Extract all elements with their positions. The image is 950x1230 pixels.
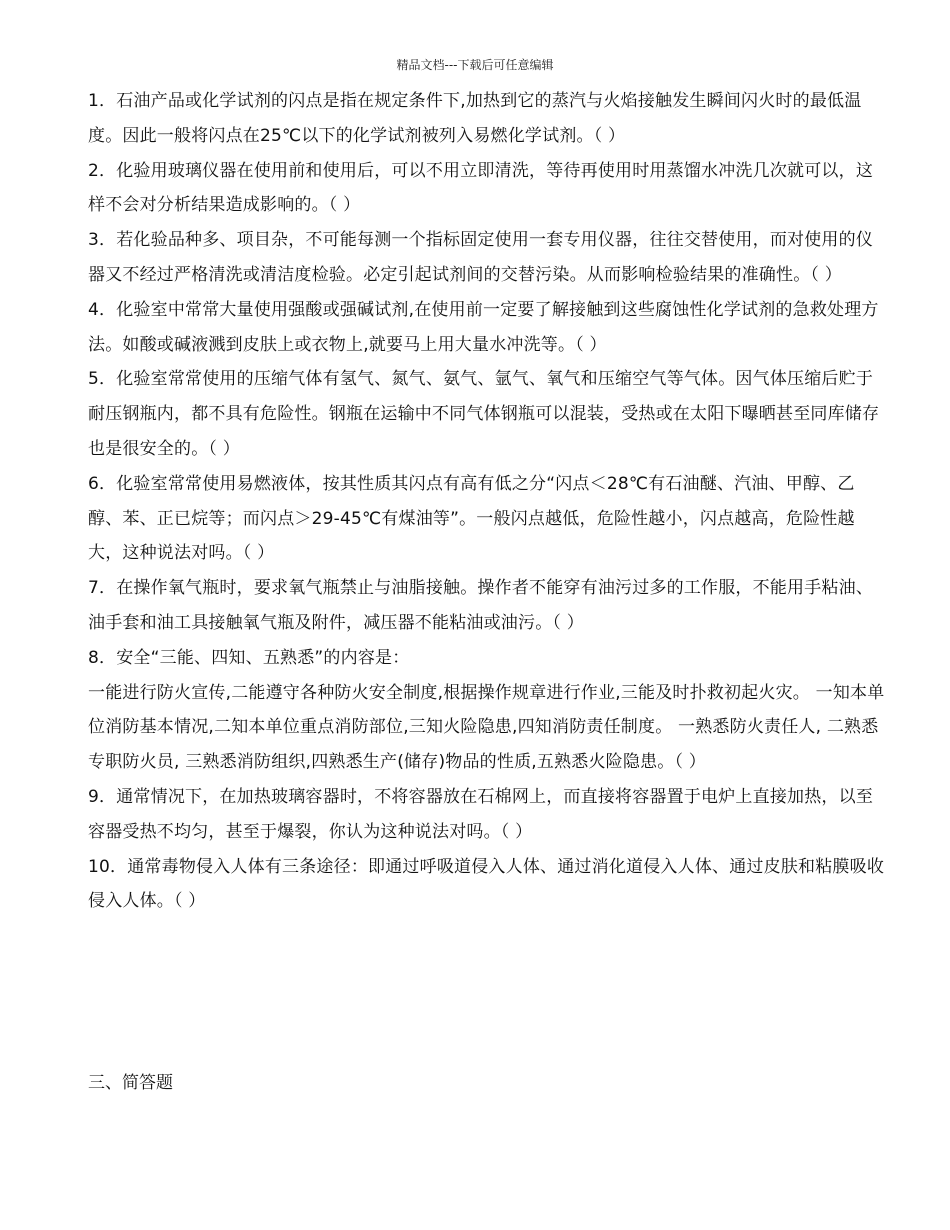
question-2: 2．化验用玻璃仪器在使用前和使用后，可以不用立即清洗，等待再使用时用蒸馏水冲洗几次就可以，这样不会对分析结果造成影响的。（ ） bbox=[88, 160, 874, 216]
question-list bbox=[88, 84, 888, 919]
question-1: 1．石油产品或化学试剂的闪点是指在规定条件下,加热到它的蒸汽与火焰接触发生瞬间闪火时的最低温度。因此一般将闪点在25℃以下的化学试剂被列入易燃化学试剂。（ ） bbox=[88, 91, 862, 146]
question-7: 7．在操作氧气瓶时，要求氧气瓶禁止与油脂接触。操作者不能穿有油污过多的工作服，不能用手粘油、油手套和油工具接触氧气瓶及附件，减压器不能粘油或油污。（ ） bbox=[88, 578, 874, 633]
question-5: 5．化验室常常使用的压缩气体有氢气、氮气、氨气、氩气、氧气和压缩空气等气体。因气体压缩后贮于耐压钢瓶内，都不具有危险性。钢瓶在运输中不同气体钢瓶可以混装，受热或在太阳下曝晒甚至同库储存也是很安全的。（ ） bbox=[88, 369, 880, 459]
question-4: 4．化验室中常常大量使用强酸或强碱试剂,在使用前一定要了解接触到这些腐蚀性化学试剂的急救处理方法。如酸或碱液溅到皮肤上或衣物上,就要马上用大量水冲洗等。（ ） bbox=[88, 299, 879, 355]
question-6: 6．化验室常常使用易燃液体，按其性质其闪点有高有低之分“闪点＜28℃有石油醚、汽油、甲醇、乙醇、苯、正已烷等；而闪点＞29-45℃有煤油等”。一般闪点越低，危险性越小，闪点越高，危险性越大，这种说法对吗。（ ） bbox=[88, 473, 855, 564]
page-header: 精品文档---下载后可任意编辑 bbox=[396, 58, 554, 72]
question-3: 3．若化验品种多、项目杂，不可能每测一个指标固定使用一套专用仪器，往往交替使用，而对使用的仪器又不经过严格清洗或清洁度检验。必定引起试剂间的交替污染。从而影响检验结果的准确性。（ ） bbox=[88, 230, 874, 285]
question-10: 10．通常毒物侵入人体有三条途径：即通过呼吸道侵入人体、通过消化道侵入人体、通过皮肤和粘膜吸收侵入人体。（ ） bbox=[88, 856, 885, 912]
question-8: 8．安全“三能、四知、五熟悉”的内容是： bbox=[88, 647, 410, 668]
section-title-short-answer: 三、简答题 bbox=[88, 1073, 173, 1093]
question-8-content: 一能进行防火宣传,二能遵守各种防火安全制度,根据操作规章进行作业,三能及时扑救初起火灾。 一知本单位消防基本情况,二知本单位重点消防部位,三知火险隐患,四知消防责任制度。 一熟悉防火责任人, 二熟悉专职防火员, 三熟悉消防组织,四熟悉生产(储存)物品的性质,五熟悉火险隐患。（ ） bbox=[88, 682, 885, 773]
question-9: 9．通常情况下，在加热玻璃容器时，不将容器放在石棉网上，而直接将容器置于电炉上直接加热，以至容器受热不均匀，甚至于爆裂，你认为这种说法对吗。（ ） bbox=[88, 786, 874, 842]
